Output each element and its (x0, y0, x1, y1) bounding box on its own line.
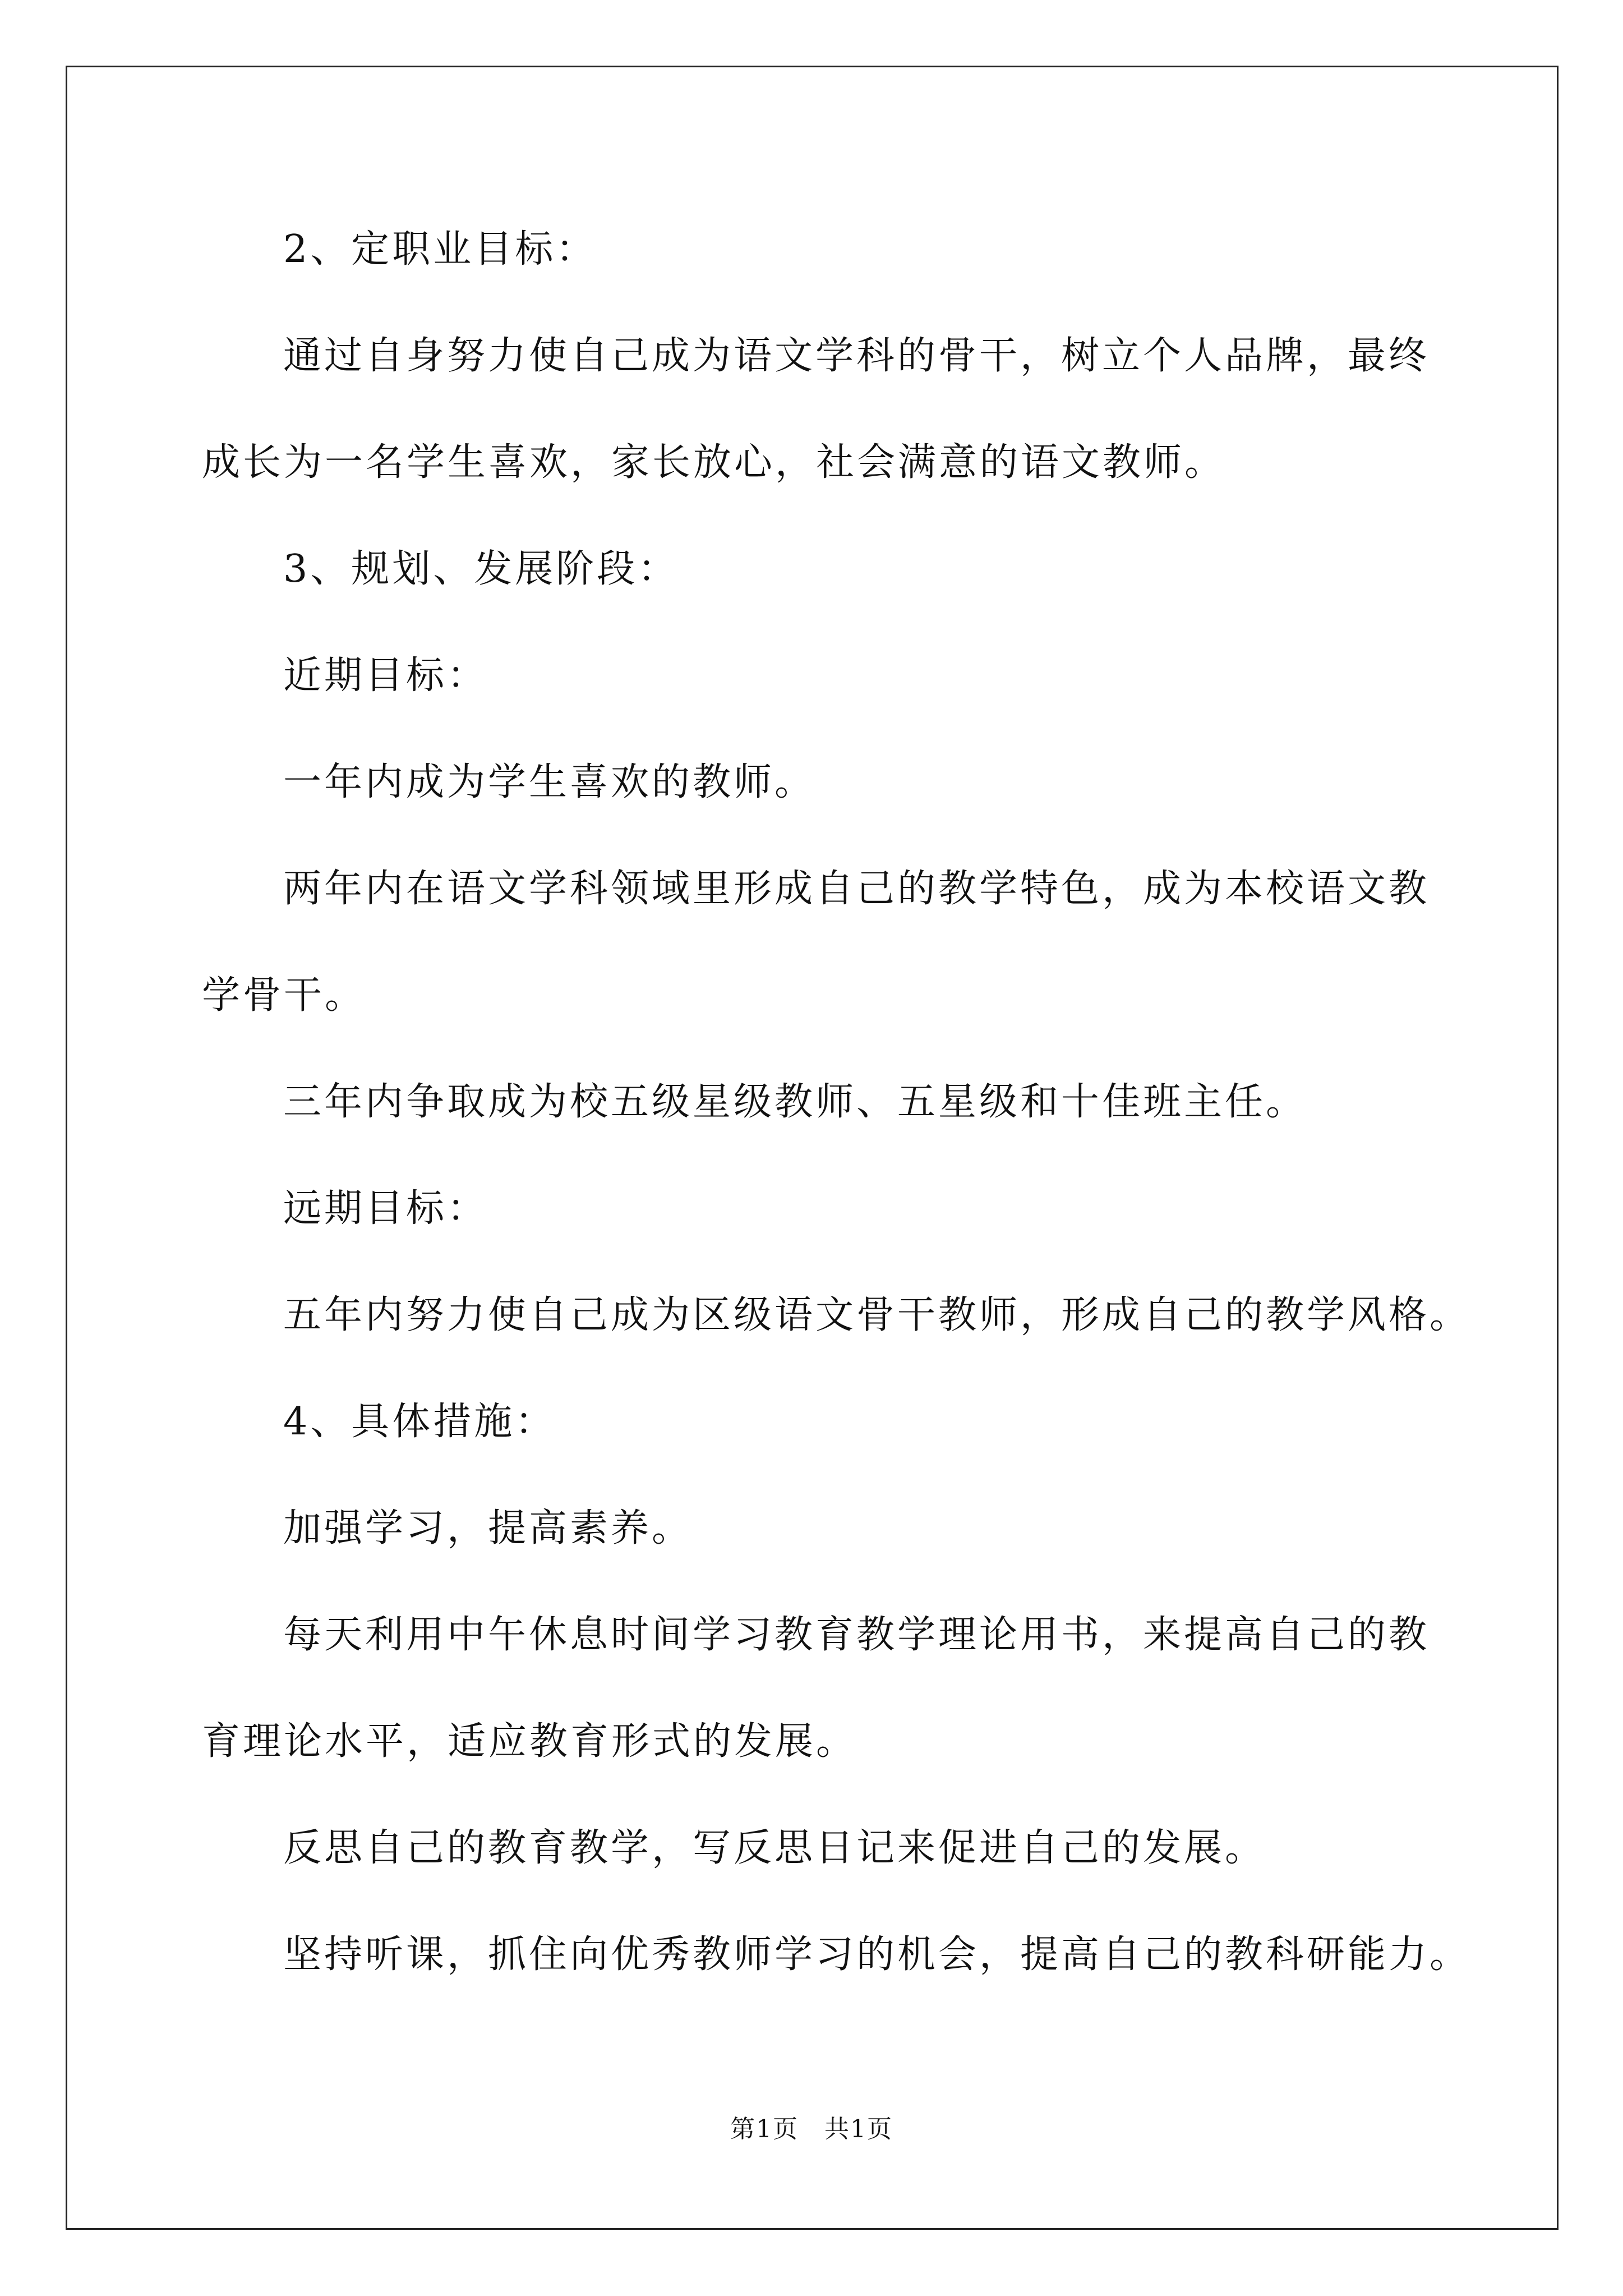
subheading-short-term: 近期目标： (283, 654, 488, 698)
page-number: 第1页 共1页 (730, 2115, 893, 2143)
paragraph-line: 成长为一名学生喜欢，家长放心，社会满意的语文教师。 (202, 440, 1226, 485)
paragraph-line: 五年内努力使自己成为区级语文骨干教师，形成自己的教学风格。 (283, 1293, 1471, 1337)
page-border (66, 66, 1559, 2230)
paragraph-line: 反思自己的教育教学，写反思日记来促进自己的发展。 (283, 1826, 1266, 1870)
heading-career-goal: 2、定职业目标： (283, 227, 597, 272)
heading-planning-stages: 3、规划、发展阶段： (283, 547, 679, 591)
paragraph-line: 一年内成为学生喜欢的教师。 (283, 760, 816, 804)
subheading-long-term: 远期目标： (283, 1186, 488, 1231)
paragraph-line: 三年内争取成为校五级星级教师、五星级和十佳班主任。 (283, 1080, 1307, 1124)
paragraph-line: 坚持听课，抓住向优秀教师学习的机会，提高自己的教科研能力。 (283, 1932, 1471, 1977)
paragraph-line: 学骨干。 (202, 973, 366, 1018)
paragraph-line: 每天利用中午休息时间学习教育教学理论用书，来提高自己的教 (283, 1613, 1430, 1657)
paragraph-line: 两年内在语文学科领域里形成自己的教学特色，成为本校语文教 (283, 867, 1430, 911)
paragraph-line: 育理论水平，适应教育形式的发展。 (202, 1719, 857, 1764)
paragraph-line: 加强学习，提高素养。 (283, 1506, 693, 1550)
heading-measures: 4、具体措施： (283, 1400, 556, 1444)
paragraph-line: 通过自身努力使自己成为语文学科的骨干，树立个人品牌，最终 (283, 334, 1430, 378)
